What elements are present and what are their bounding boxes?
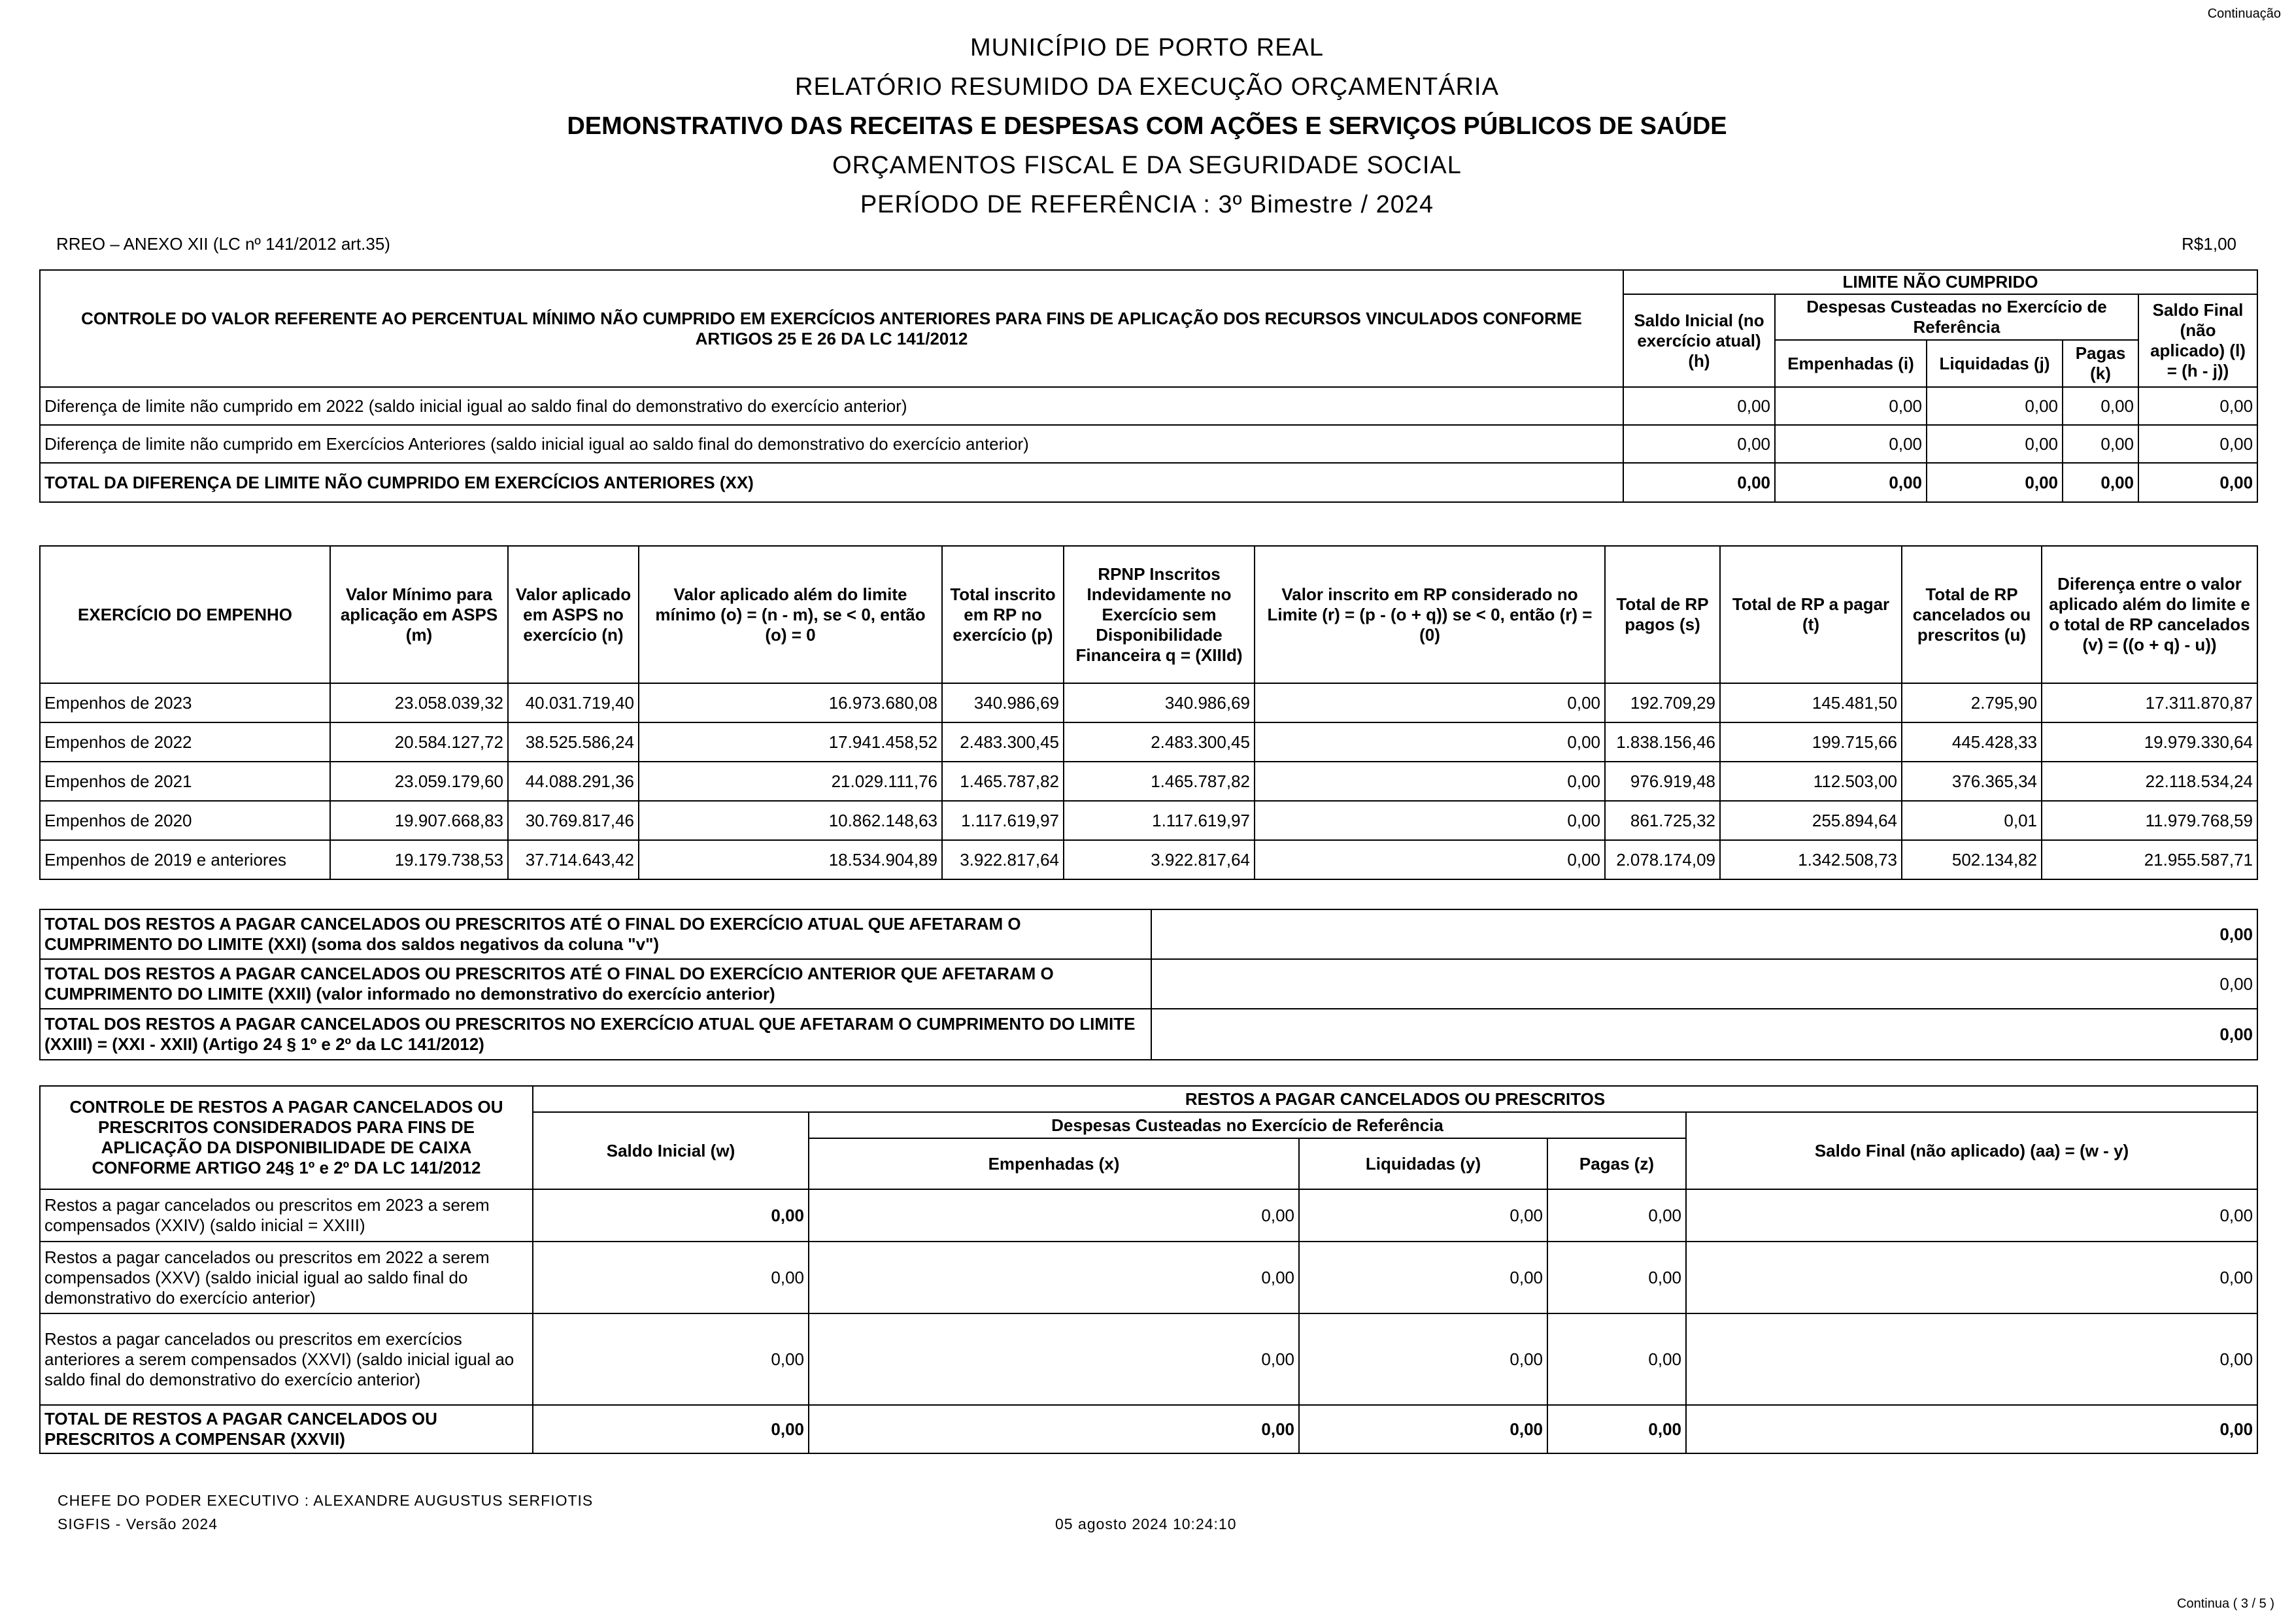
cell-l: 0,00 xyxy=(2138,463,2257,502)
cell-k: 0,00 xyxy=(2063,387,2138,425)
cell-z: 0,00 xyxy=(1547,1189,1686,1242)
cell-m: 19.907.668,83 xyxy=(330,801,508,840)
annex-label: RREO – ANEXO XII (LC nº 141/2012 art.35) xyxy=(56,234,390,254)
cell-r: 0,00 xyxy=(1255,840,1605,879)
cell-h: 0,00 xyxy=(1623,463,1775,502)
cell-j: 0,00 xyxy=(1927,463,2063,502)
cell-s: 976.919,48 xyxy=(1605,762,1720,801)
cell-t: 1.342.508,73 xyxy=(1720,840,1902,879)
col-y-header: Liquidadas (y) xyxy=(1299,1138,1547,1189)
cell-v: 22.118.534,24 xyxy=(2042,762,2257,801)
cell-exercise: Empenhos de 2021 xyxy=(40,762,330,801)
col-l-header: Saldo Final (não aplicado) (l) = (h - j)) xyxy=(2138,294,2257,387)
table-row xyxy=(40,762,2257,801)
cell-x: 0,00 xyxy=(809,1242,1299,1313)
cell-p: 1.117.619,97 xyxy=(942,801,1064,840)
col-p-header: Total inscrito em RP no exercício (p) xyxy=(942,546,1064,683)
cell-v: 17.311.870,87 xyxy=(2042,683,2257,722)
cell-w: 0,00 xyxy=(533,1313,809,1405)
cell-y: 0,00 xyxy=(1299,1405,1547,1453)
statement-title: DEMONSTRATIVO DAS RECEITAS E DESPESAS COM AÇÕES E SERVIÇOS PÚBLICOS DE SAÚDE xyxy=(567,112,1727,140)
cell-x: 0,00 xyxy=(809,1405,1299,1453)
col-u-header: Total de RP cancelados ou prescritos (u) xyxy=(1902,546,2042,683)
cell-m: 20.584.127,72 xyxy=(330,722,508,762)
col-z-header: Pagas (z) xyxy=(1547,1138,1686,1189)
cell-k: 0,00 xyxy=(2063,425,2138,463)
table-row xyxy=(40,1242,2257,1313)
cell-o: 18.534.904,89 xyxy=(639,840,942,879)
cell-exercise: Empenhos de 2023 xyxy=(40,683,330,722)
row-label: Diferença de limite não cumprido em Exercícios Anteriores (saldo inicial igual ao saldo final do demonstrativo do exercício anterior) xyxy=(40,425,1623,463)
cell-i: 0,00 xyxy=(1775,387,1927,425)
cell-h: 0,00 xyxy=(1623,425,1775,463)
cell-u: 0,01 xyxy=(1902,801,2042,840)
col-i-header: Empenhadas (i) xyxy=(1775,340,1927,387)
table-row xyxy=(40,1009,2257,1060)
cell-p: 340.986,69 xyxy=(942,683,1064,722)
cell-m: 19.179.738,53 xyxy=(330,840,508,879)
col-aa-header: Saldo Final (não aplicado) (aa) = (w - y) xyxy=(1686,1112,2257,1189)
cell-w: 0,00 xyxy=(533,1189,809,1242)
expenses-group-header: Despesas Custeadas no Exercício de Referência xyxy=(1775,294,2138,340)
table-row xyxy=(40,959,2257,1009)
cell-i: 0,00 xyxy=(1775,463,1927,502)
row-label: TOTAL DOS RESTOS A PAGAR CANCELADOS OU PRESCRITOS NO EXERCÍCIO ATUAL QUE AFETARAM O CUMPRIMENTO DO LIMITE (XXIII) = (XXI - XXII) (Artigo 24 § 1º e 2º da LC 141/2012) xyxy=(40,1009,1151,1060)
executive-chief: CHEFE DO PODER EXECUTIVO : ALEXANDRE AUGUSTUS SERFIOTIS xyxy=(58,1492,594,1509)
municipality-title: MUNICÍPIO DE PORTO REAL xyxy=(970,34,1324,61)
expenses-group-header: Despesas Custeadas no Exercício de Referência xyxy=(809,1112,1686,1138)
cell-s: 192.709,29 xyxy=(1605,683,1720,722)
cell-r: 0,00 xyxy=(1255,722,1605,762)
cell-x: 0,00 xyxy=(809,1189,1299,1242)
table-row xyxy=(40,1313,2257,1405)
row-label: Restos a pagar cancelados ou prescritos em exercícios anteriores a serem compensados (XXVI) (saldo inicial igual ao saldo final do demonstrativo do exercício anterior) xyxy=(40,1313,533,1405)
row-label: TOTAL DA DIFERENÇA DE LIMITE NÃO CUMPRIDO EM EXERCÍCIOS ANTERIORES (XX) xyxy=(40,463,1623,502)
cell-z: 0,00 xyxy=(1547,1405,1686,1453)
table-row xyxy=(40,387,2257,425)
cell-aa: 0,00 xyxy=(1686,1313,2257,1405)
cell-y: 0,00 xyxy=(1299,1313,1547,1405)
limit-control-table xyxy=(39,269,2258,503)
cell-m: 23.059.179,60 xyxy=(330,762,508,801)
cell-z: 0,00 xyxy=(1547,1242,1686,1313)
cell-p: 3.922.817,64 xyxy=(942,840,1064,879)
limit-header: LIMITE NÃO CUMPRIDO xyxy=(1623,270,2257,294)
cell-r: 0,00 xyxy=(1255,762,1605,801)
cell-t: 255.894,64 xyxy=(1720,801,1902,840)
page-indicator: Continua ( 3 / 5 ) xyxy=(2177,1597,2274,1611)
col-exercise-header: EXERCÍCIO DO EMPENHO xyxy=(40,546,330,683)
cell-w: 0,00 xyxy=(533,1242,809,1313)
cell-o: 17.941.458,52 xyxy=(639,722,942,762)
cell-v: 19.979.330,64 xyxy=(2042,722,2257,762)
unit-label: R$1,00 xyxy=(2182,234,2236,254)
table-row xyxy=(40,425,2257,463)
row-value: 0,00 xyxy=(1151,1009,2257,1060)
cell-exercise: Empenhos de 2019 e anteriores xyxy=(40,840,330,879)
cell-u: 502.134,82 xyxy=(1902,840,2042,879)
cell-l: 0,00 xyxy=(2138,425,2257,463)
cell-y: 0,00 xyxy=(1299,1189,1547,1242)
period-title: PERÍODO DE REFERÊNCIA : 3º Bimestre / 2024 xyxy=(860,191,1434,218)
row-value: 0,00 xyxy=(1151,959,2257,1009)
cell-r: 0,00 xyxy=(1255,683,1605,722)
cell-t: 145.481,50 xyxy=(1720,683,1902,722)
cell-o: 21.029.111,76 xyxy=(639,762,942,801)
table-row xyxy=(40,1189,2257,1242)
table4-title: CONTROLE DE RESTOS A PAGAR CANCELADOS OU PRESCRITOS CONSIDERADOS PARA FINS DE APLICAÇÃO DA DISPONIBILIDADE DE CAIXA CONFORME ARTIGO 24§ 1º e 2º DA LC 141/2012 xyxy=(40,1086,533,1189)
cell-aa: 0,00 xyxy=(1686,1242,2257,1313)
total-row xyxy=(40,1405,2257,1453)
table1-title: CONTROLE DO VALOR REFERENTE AO PERCENTUAL MÍNIMO NÃO CUMPRIDO EM EXERCÍCIOS ANTERIORES PARA FINS DE APLICAÇÃO DOS RECURSOS VINCULADOS CONFORME ARTIGOS 25 E 26 DA LC 141/2012 xyxy=(40,270,1623,387)
cancelled-rp-totals-table xyxy=(39,909,2258,1060)
cell-k: 0,00 xyxy=(2063,463,2138,502)
commitment-table xyxy=(39,545,2258,880)
row-label: Diferença de limite não cumprido em 2022 (saldo inicial igual ao saldo final do demonstrativo do exercício anterior) xyxy=(40,387,1623,425)
cell-q: 2.483.300,45 xyxy=(1064,722,1255,762)
table-row xyxy=(40,683,2257,722)
row-value: 0,00 xyxy=(1151,909,2257,959)
cell-i: 0,00 xyxy=(1775,425,1927,463)
cell-v: 21.955.587,71 xyxy=(2042,840,2257,879)
cell-m: 23.058.039,32 xyxy=(330,683,508,722)
cell-u: 445.428,33 xyxy=(1902,722,2042,762)
row-label: TOTAL DOS RESTOS A PAGAR CANCELADOS OU PRESCRITOS ATÉ O FINAL DO EXERCÍCIO ATUAL QUE AFETARAM O CUMPRIMENTO DO LIMITE (XXI) (soma dos saldos negativos da coluna "v") xyxy=(40,909,1151,959)
cell-n: 37.714.643,42 xyxy=(508,840,639,879)
cell-n: 44.088.291,36 xyxy=(508,762,639,801)
col-j-header: Liquidadas (j) xyxy=(1927,340,2063,387)
col-r-header: Valor inscrito em RP considerado no Limite (r) = (p - (o + q)) se < 0, então (r) = (0) xyxy=(1255,546,1605,683)
col-q-header: RPNP Inscritos Indevidamente no Exercício sem Disponibilidade Financeira q = (XIIId) xyxy=(1064,546,1255,683)
total-row xyxy=(40,463,2257,502)
row-label: TOTAL DE RESTOS A PAGAR CANCELADOS OU PRESCRITOS A COMPENSAR (XXVII) xyxy=(40,1405,533,1453)
cell-exercise: Empenhos de 2020 xyxy=(40,801,330,840)
budget-title: ORÇAMENTOS FISCAL E DA SEGURIDADE SOCIAL xyxy=(832,152,1462,179)
col-v-header: Diferença entre o valor aplicado além do limite e o total de RP cancelados (v) = ((o + q) - u)) xyxy=(2042,546,2257,683)
col-n-header: Valor aplicado em ASPS no exercício (n) xyxy=(508,546,639,683)
table-row xyxy=(40,840,2257,879)
cell-exercise: Empenhos de 2022 xyxy=(40,722,330,762)
cell-o: 10.862.148,63 xyxy=(639,801,942,840)
cell-q: 3.922.817,64 xyxy=(1064,840,1255,879)
cell-p: 2.483.300,45 xyxy=(942,722,1064,762)
report-title: RELATÓRIO RESUMIDO DA EXECUÇÃO ORÇAMENTÁRIA xyxy=(795,73,1499,101)
cell-aa: 0,00 xyxy=(1686,1189,2257,1242)
col-s-header: Total de RP pagos (s) xyxy=(1605,546,1720,683)
cell-j: 0,00 xyxy=(1927,425,2063,463)
generated-datetime: 05 agosto 2024 10:24:10 xyxy=(1055,1515,1237,1532)
cell-s: 861.725,32 xyxy=(1605,801,1720,840)
table-row xyxy=(40,722,2257,762)
row-label: Restos a pagar cancelados ou prescritos em 2023 a serem compensados (XXIV) (saldo inicial = XXIII) xyxy=(40,1189,533,1242)
col-x-header: Empenhadas (x) xyxy=(809,1138,1299,1189)
cell-n: 40.031.719,40 xyxy=(508,683,639,722)
col-t-header: Total de RP a pagar (t) xyxy=(1720,546,1902,683)
system-version: SIGFIS - Versão 2024 xyxy=(58,1515,218,1532)
cell-x: 0,00 xyxy=(809,1313,1299,1405)
cell-w: 0,00 xyxy=(533,1405,809,1453)
cell-q: 340.986,69 xyxy=(1064,683,1255,722)
col-k-header: Pagas (k) xyxy=(2063,340,2138,387)
cell-n: 30.769.817,46 xyxy=(508,801,639,840)
cell-q: 1.117.619,97 xyxy=(1064,801,1255,840)
cell-u: 2.795,90 xyxy=(1902,683,2042,722)
cell-l: 0,00 xyxy=(2138,387,2257,425)
cell-q: 1.465.787,82 xyxy=(1064,762,1255,801)
col-h-header: Saldo Inicial (no exercício atual) (h) xyxy=(1623,294,1775,387)
col-w-header: Saldo Inicial (w) xyxy=(533,1112,809,1189)
row-label: Restos a pagar cancelados ou prescritos em 2022 a serem compensados (XXV) (saldo inicial igual ao saldo final do demonstrativo do exercício anterior) xyxy=(40,1242,533,1313)
cell-u: 376.365,34 xyxy=(1902,762,2042,801)
cell-j: 0,00 xyxy=(1927,387,2063,425)
col-o-header: Valor aplicado além do limite mínimo (o) = (n - m), se < 0, então (o) = 0 xyxy=(639,546,942,683)
continuation-label: Continuação xyxy=(2207,7,2281,21)
table-row xyxy=(40,909,2257,959)
cell-t: 112.503,00 xyxy=(1720,762,1902,801)
cell-t: 199.715,66 xyxy=(1720,722,1902,762)
cell-z: 0,00 xyxy=(1547,1313,1686,1405)
rp-compensation-table xyxy=(39,1085,2258,1454)
cell-s: 2.078.174,09 xyxy=(1605,840,1720,879)
cell-y: 0,00 xyxy=(1299,1242,1547,1313)
cell-aa: 0,00 xyxy=(1686,1405,2257,1453)
row-label: TOTAL DOS RESTOS A PAGAR CANCELADOS OU PRESCRITOS ATÉ O FINAL DO EXERCÍCIO ANTERIOR QUE AFETARAM O CUMPRIMENTO DO LIMITE (XXII) (valor informado no demonstrativo do exercício anterior) xyxy=(40,959,1151,1009)
cell-r: 0,00 xyxy=(1255,801,1605,840)
cell-p: 1.465.787,82 xyxy=(942,762,1064,801)
cell-n: 38.525.586,24 xyxy=(508,722,639,762)
cell-o: 16.973.680,08 xyxy=(639,683,942,722)
cell-v: 11.979.768,59 xyxy=(2042,801,2257,840)
rp-cancelled-header: RESTOS A PAGAR CANCELADOS OU PRESCRITOS xyxy=(533,1086,2257,1112)
col-m-header: Valor Mínimo para aplicação em ASPS (m) xyxy=(330,546,508,683)
cell-h: 0,00 xyxy=(1623,387,1775,425)
cell-s: 1.838.156,46 xyxy=(1605,722,1720,762)
table-row xyxy=(40,801,2257,840)
